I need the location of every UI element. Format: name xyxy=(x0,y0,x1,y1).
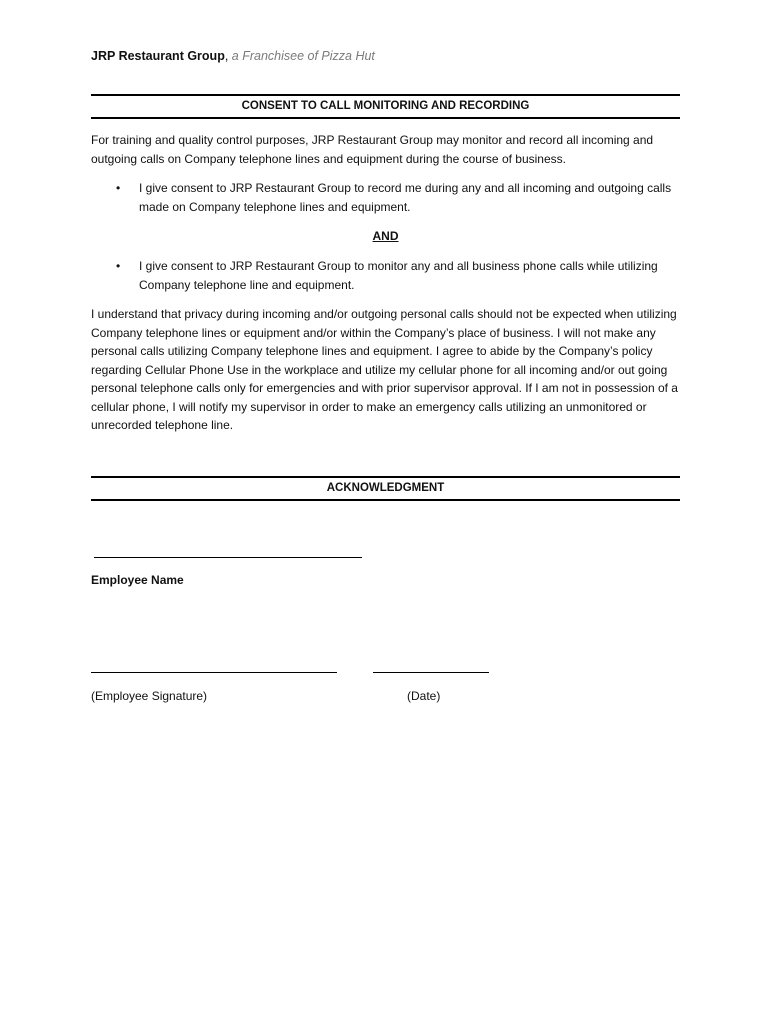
privacy-policy-paragraph: I understand that privacy during incoming and/or outgoing personal calls should not be expected when utilizing Company telephone lines or equipment and/or within the Company’s place of business. I will not make any personal calls utilizing Company telephone lines and equipment. I agree to abide by the Company’s policy regarding Cellular Phone Use in the workplace and utilize my cellular phone for all incoming and/or out going personal telephone calls only for emergencies and with prior supervisor approval. If I am not in possession of a cellular phone, I will notify my supervisor in order to make an emergency calls utilizing an unmonitored or unrecorded telephone line. xyxy=(91,307,678,432)
and-label: AND xyxy=(372,229,399,243)
employee-name-line[interactable] xyxy=(94,557,362,558)
consent-intro-paragraph: For training and quality control purposes, JRP Restaurant Group may monitor and record all incoming and outgoing calls on Company telephone lines and equipment during the course of business. xyxy=(91,133,654,166)
date-line[interactable] xyxy=(373,672,489,673)
date-label: (Date) xyxy=(407,689,441,703)
document-header xyxy=(91,47,375,66)
employee-signature-line[interactable] xyxy=(91,672,337,673)
employee-signature-label: (Employee Signature) xyxy=(91,689,208,703)
acknowledgment-section-title: ACKNOWLEDGMENT xyxy=(91,476,680,501)
consent-bullet-monitor: • I give consent to JRP Restaurant Group to monitor any and all business phone calls while utilizing Company telephone line and equipment. xyxy=(139,257,680,294)
employee-name-label: Employee Name xyxy=(91,573,184,587)
consent-section-title: CONSENT TO CALL MONITORING AND RECORDING xyxy=(91,94,680,119)
header-separator: , xyxy=(224,49,232,63)
company-name: JRP Restaurant Group xyxy=(91,49,225,63)
consent-bullet-record: • I give consent to JRP Restaurant Group to record me during any and all incoming and outgoing calls made on Company telephone lines and equipment. xyxy=(139,179,680,216)
franchise-note: a Franchisee of Pizza Hut xyxy=(231,49,375,63)
